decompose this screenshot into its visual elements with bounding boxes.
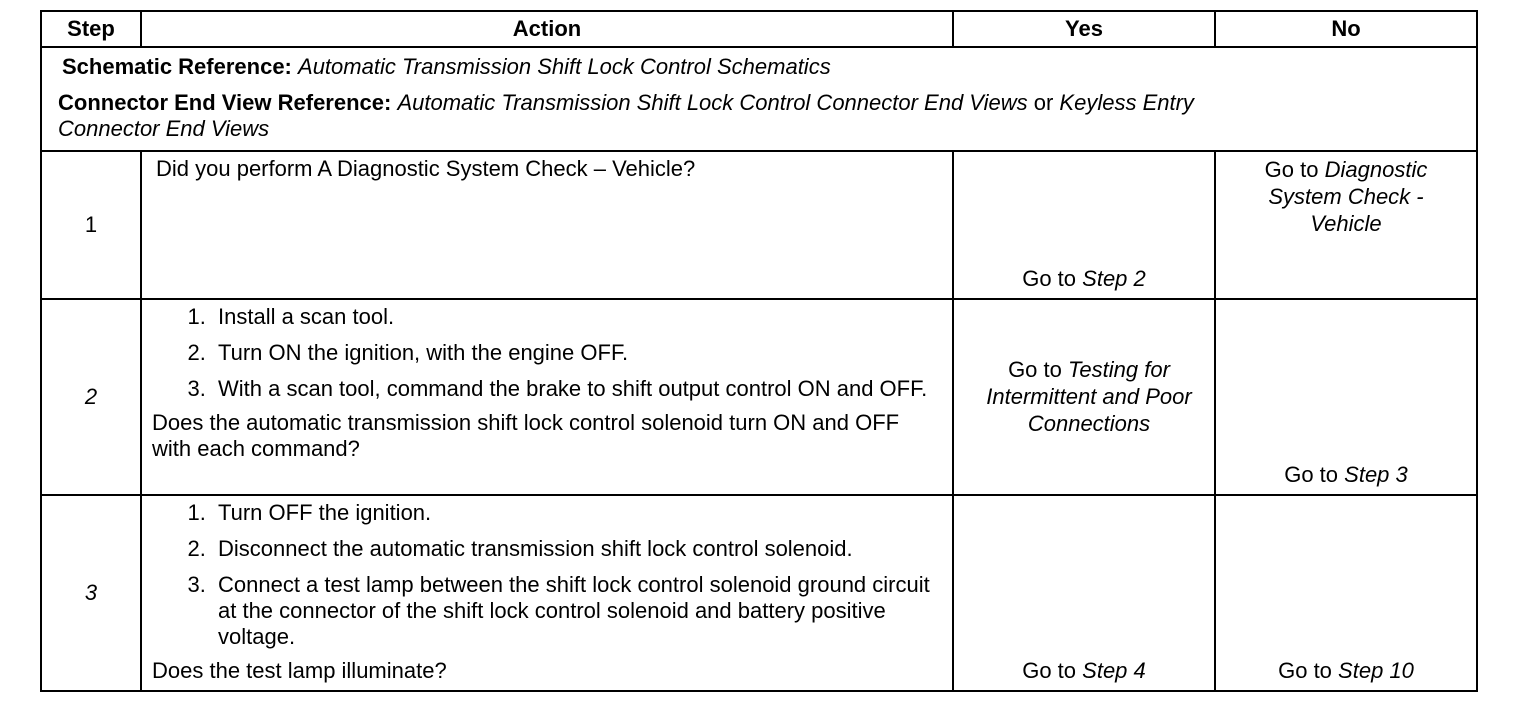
yes-goto[interactable]: Go to Step 4: [1022, 658, 1146, 683]
step-row-2: [41, 299, 1477, 495]
instruction-item: 3. Connect a test lamp between the shift lock control solenoid ground circuit at the connector of the shift lock control solenoid and battery positive voltage.: [212, 572, 942, 650]
header-row: [41, 11, 1477, 47]
header-yes: Yes: [953, 11, 1215, 47]
yes-target: Testing for Intermittent and Poor Connections: [986, 357, 1192, 436]
instruction-item: 2. Disconnect the automatic transmission shift lock control solenoid.: [212, 536, 942, 562]
no-target: Diagnostic System Check - Vehicle: [1268, 157, 1428, 236]
step-number: 3: [41, 495, 141, 691]
connector-reference-or: or: [1033, 90, 1054, 115]
no-target: Step 3: [1344, 462, 1408, 487]
schematic-reference-label: Schematic Reference:: [62, 54, 292, 79]
instruction-item: 1. Install a scan tool.: [212, 304, 942, 330]
yes-goto[interactable]: Go to Step 2: [1022, 266, 1146, 291]
step-no: [1215, 495, 1477, 691]
connector-reference-value-2: Keyless Entry Connector End Views: [58, 90, 1194, 141]
connector-reference-label: Connector End View Reference:: [58, 90, 392, 115]
connector-reference-value-1: Automatic Transmission Shift Lock Control Connector End Views: [397, 90, 1028, 115]
instruction-item: 1. Turn OFF the ignition.: [212, 500, 942, 526]
instruction-item: 3. With a scan tool, command the brake to shift output control ON and OFF.: [212, 376, 942, 402]
diagnostic-table: [40, 10, 1478, 692]
yes-target: Step 2: [1082, 266, 1146, 291]
reference-row: [41, 47, 1477, 151]
step-number: 2: [41, 299, 141, 495]
step-yes: [953, 299, 1215, 495]
instruction-item: 2. Turn ON the ignition, with the engine OFF.: [212, 340, 942, 366]
schematic-reference: [62, 54, 1456, 80]
step-yes: [953, 151, 1215, 299]
step-question: Did you perform A Diagnostic System Check – Vehicle?: [156, 156, 696, 181]
step-action: [141, 299, 953, 495]
no-goto[interactable]: Go to Diagnostic System Check - Vehicle: [1264, 157, 1428, 236]
step-number: 1: [41, 151, 141, 299]
step-question: Does the test lamp illuminate?: [152, 658, 447, 683]
step-action: [141, 151, 953, 299]
step-yes: [953, 495, 1215, 691]
step-action: [141, 495, 953, 691]
step-no: [1215, 299, 1477, 495]
step-instructions: [152, 500, 942, 650]
step-instructions: [152, 304, 942, 402]
yes-goto[interactable]: Go to Testing for Intermittent and Poor Connections: [986, 357, 1192, 436]
header-no: No: [1215, 11, 1477, 47]
no-goto[interactable]: Go to Step 3: [1284, 462, 1408, 487]
yes-target: Step 4: [1082, 658, 1146, 683]
no-goto[interactable]: Go to Step 10: [1278, 658, 1414, 683]
schematic-reference-value: Automatic Transmission Shift Lock Control Schematics: [298, 54, 831, 79]
no-target: Step 10: [1338, 658, 1414, 683]
header-step: Step: [41, 11, 141, 47]
step-question: Does the automatic transmission shift lock control solenoid turn ON and OFF with each command?: [152, 410, 900, 461]
step-row-3: [41, 495, 1477, 691]
step-row-1: [41, 151, 1477, 299]
step-no: [1215, 151, 1477, 299]
header-action: Action: [141, 11, 953, 47]
connector-reference: [58, 90, 1456, 142]
